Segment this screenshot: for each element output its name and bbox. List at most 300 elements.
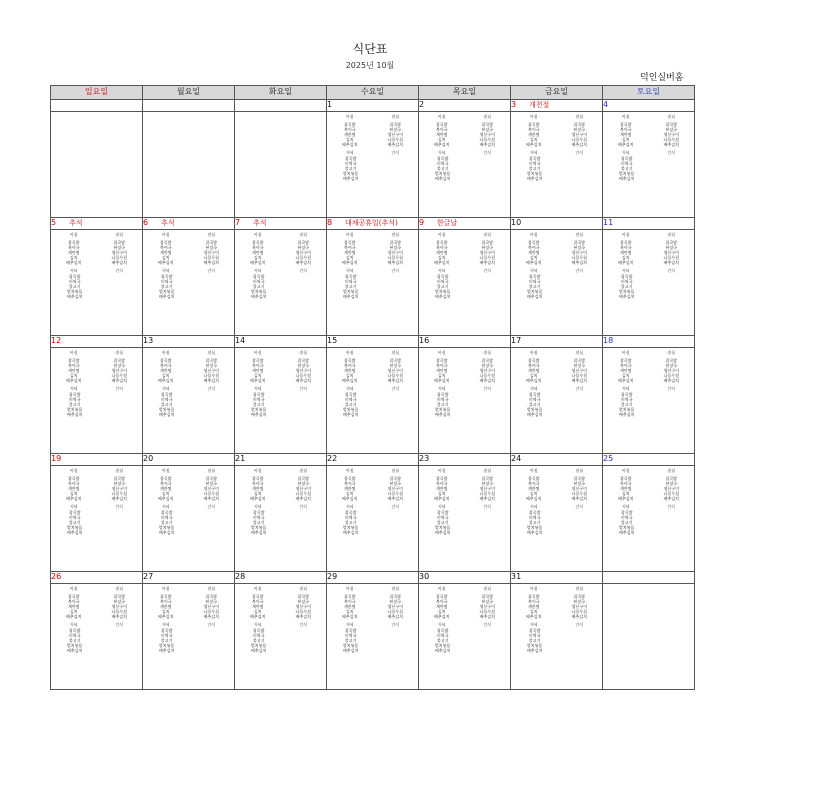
day-meals: [235, 230, 327, 336]
day-number: 24: [511, 454, 522, 463]
day-meals: [143, 584, 235, 690]
breakfast-label: 아침: [345, 114, 354, 119]
lunch-menu: 잡곡밥 된장국 생선구이 나물무침 배추김치: [571, 240, 587, 265]
day-meals: [603, 112, 695, 218]
meal-labels: [143, 584, 234, 592]
breakfast-label: 아침: [529, 468, 538, 473]
lunch-label: 점심: [115, 586, 124, 591]
lunch-label: 점심: [483, 586, 492, 591]
dinner-menu: 잡곡밥 미역국 불고기 멸치볶음 배추김치: [342, 392, 359, 417]
day-cell: [603, 454, 695, 466]
lunch-menu: 잡곡밥 된장국 생선구이 나물무침 배추김치: [203, 594, 219, 619]
meal-labels: [327, 230, 418, 238]
day-cell: [143, 336, 235, 348]
day-cell: [235, 100, 327, 112]
lunch-label: 점심: [483, 232, 492, 237]
dinner-menu: 잡곡밥 미역국 불고기 멸치볶음 배추김치: [342, 156, 359, 181]
lunch-menu: 잡곡밥 된장국 생선구이 나물무침 배추김치: [663, 240, 679, 265]
dinner-menu: 잡곡밥 미역국 불고기 멸치볶음 배추김치: [158, 392, 175, 417]
day-number: 23: [419, 454, 430, 463]
snack-label: 간식: [575, 268, 584, 273]
snack-label: 간식: [391, 150, 400, 155]
weekday-sun: 일요일: [51, 86, 143, 100]
lunch-label: 점심: [299, 586, 308, 591]
day-number: 21: [235, 454, 246, 463]
day-number: 30: [419, 572, 430, 581]
day-number: 4: [603, 100, 609, 109]
lunch-label: 점심: [207, 232, 216, 237]
lunch-label: 점심: [207, 350, 216, 355]
day-number: 22: [327, 454, 338, 463]
dinner-menu: 잡곡밥 미역국 불고기 멸치볶음 배추김치: [158, 510, 175, 535]
snack-label: 간식: [391, 504, 400, 509]
snack-label: 간식: [391, 268, 400, 273]
snack-label: 간식: [483, 268, 492, 273]
day-number: 7: [235, 218, 241, 227]
breakfast-menu: 잡곡밥 북어국 계란찜 김치 배추김치: [66, 476, 82, 501]
breakfast-menu: 잡곡밥 북어국 계란찜 김치 배추김치: [434, 122, 450, 147]
dinner-menu: 잡곡밥 미역국 불고기 멸치볶음 배추김치: [526, 392, 543, 417]
holiday-label: 한글날: [437, 219, 458, 227]
breakfast-label: 아침: [621, 232, 630, 237]
day-cell: [235, 218, 327, 230]
day-meals: [51, 230, 143, 336]
dinner-label: 저녁: [437, 150, 446, 155]
meal-labels: [235, 584, 326, 592]
dinner-label: 저녁: [69, 504, 78, 509]
breakfast-label: 아침: [529, 232, 538, 237]
dinner-menu: 잡곡밥 미역국 불고기 멸치볶음 배추김치: [434, 274, 451, 299]
meal-labels: [51, 584, 142, 592]
meal-labels: [327, 584, 418, 592]
dinner-label: 저녁: [529, 268, 538, 273]
breakfast-menu: 잡곡밥 북어국 계란찜 김치 배추김치: [250, 476, 266, 501]
breakfast-label: 아침: [345, 350, 354, 355]
day-number: 31: [511, 572, 522, 581]
meal-labels: [235, 230, 326, 238]
meal-labels: [511, 466, 602, 474]
snack-label: 간식: [207, 268, 216, 273]
day-meals: [511, 112, 603, 218]
meal-labels: [603, 466, 694, 474]
breakfast-label: 아침: [437, 350, 446, 355]
weekday-mon: 월요일: [143, 86, 235, 100]
lunch-label: 점심: [299, 232, 308, 237]
dinner-label: 저녁: [253, 386, 262, 391]
lunch-menu: 잡곡밥 된장국 생선구이 나물무침 배추김치: [203, 240, 219, 265]
meal-labels: [511, 230, 602, 238]
breakfast-menu: 잡곡밥 북어국 계란찜 김치 배추김치: [158, 240, 174, 265]
meal-labels: [419, 466, 510, 474]
dinner-label: 저녁: [69, 268, 78, 273]
snack-label: 간식: [575, 386, 584, 391]
breakfast-menu: 잡곡밥 북어국 계란찜 김치 배추김치: [618, 122, 634, 147]
day-number: 28: [235, 572, 246, 581]
dinner-menu: 잡곡밥 미역국 불고기 멸치볶음 배추김치: [342, 628, 359, 653]
breakfast-label: 아침: [621, 350, 630, 355]
lunch-menu: 잡곡밥 된장국 생선구이 나물무침 배추김치: [479, 122, 495, 147]
breakfast-menu: 잡곡밥 북어국 계란찜 김치 배추김치: [434, 476, 450, 501]
day-cell: [511, 218, 603, 230]
breakfast-menu: 잡곡밥 북어국 계란찜 김치 배추김치: [342, 594, 358, 619]
snack-label: 간식: [391, 622, 400, 627]
day-meals: [511, 466, 603, 572]
day-meals: [603, 348, 695, 454]
breakfast-label: 아침: [529, 586, 538, 591]
meal-labels: [511, 348, 602, 356]
breakfast-label: 아침: [437, 468, 446, 473]
lunch-label: 점심: [575, 468, 584, 473]
dinner-label: 저녁: [529, 386, 538, 391]
breakfast-label: 아침: [621, 114, 630, 119]
snack-label: 간식: [299, 386, 308, 391]
dinner-menu: 잡곡밥 미역국 불고기 멸치볶음 배추김치: [250, 510, 267, 535]
lunch-menu: 잡곡밥 된장국 생선구이 나물무침 배추김치: [479, 594, 495, 619]
day-number: 15: [327, 336, 338, 345]
breakfast-label: 아침: [161, 232, 170, 237]
lunch-label: 점심: [207, 468, 216, 473]
holiday-label: 추석: [69, 219, 83, 227]
breakfast-label: 아침: [161, 468, 170, 473]
dinner-menu: 잡곡밥 미역국 불고기 멸치볶음 배추김치: [434, 628, 451, 653]
week-meal-row: [51, 230, 695, 336]
day-cell: [51, 336, 143, 348]
meal-labels: [603, 230, 694, 238]
day-meals: [511, 584, 603, 690]
lunch-menu: 잡곡밥 된장국 생선구이 나물무침 배추김치: [295, 476, 311, 501]
day-cell: [511, 572, 603, 584]
day-number: 26: [51, 572, 62, 581]
dinner-label: 저녁: [621, 268, 630, 273]
day-cell: [419, 572, 511, 584]
lunch-menu: 잡곡밥 된장국 생선구이 나물무침 배추김치: [295, 240, 311, 265]
breakfast-menu: 잡곡밥 북어국 계란찜 김치 배추김치: [158, 594, 174, 619]
dinner-menu: 잡곡밥 미역국 불고기 멸치볶음 배추김치: [342, 274, 359, 299]
breakfast-label: 아침: [529, 350, 538, 355]
day-meals: [143, 230, 235, 336]
breakfast-label: 아침: [437, 232, 446, 237]
lunch-menu: 잡곡밥 된장국 생선구이 나물무침 배추김치: [479, 240, 495, 265]
day-cell: [51, 218, 143, 230]
day-cell: [143, 454, 235, 466]
lunch-menu: 잡곡밥 된장국 생선구이 나물무침 배추김치: [295, 358, 311, 383]
lunch-label: 점심: [667, 350, 676, 355]
breakfast-menu: 잡곡밥 북어국 계란찜 김치 배추김치: [158, 358, 174, 383]
lunch-label: 점심: [667, 232, 676, 237]
day-meals: [511, 230, 603, 336]
dinner-menu: 잡곡밥 미역국 불고기 멸치볶음 배추김치: [618, 156, 635, 181]
day-number: 12: [51, 336, 62, 345]
day-meals: [143, 348, 235, 454]
day-meals: [327, 466, 419, 572]
day-meals: [143, 112, 235, 218]
lunch-label: 점심: [391, 468, 400, 473]
dinner-menu: 잡곡밥 미역국 불고기 멸치볶음 배추김치: [434, 510, 451, 535]
breakfast-menu: 잡곡밥 북어국 계란찜 김치 배추김치: [526, 594, 542, 619]
day-meals: [51, 466, 143, 572]
day-meals: [419, 348, 511, 454]
breakfast-menu: 잡곡밥 북어국 계란찜 김치 배추김치: [342, 122, 358, 147]
day-number: 20: [143, 454, 154, 463]
day-cell: [603, 100, 695, 112]
week-day-row: [51, 218, 695, 230]
day-number: 8: [327, 218, 333, 227]
day-meals: [419, 230, 511, 336]
meal-labels: [143, 466, 234, 474]
day-cell: [327, 454, 419, 466]
weekday-sat: 토요일: [603, 86, 695, 100]
meal-labels: [419, 584, 510, 592]
meal-labels: [51, 466, 142, 474]
day-number: 16: [419, 336, 430, 345]
meal-labels: [327, 112, 418, 120]
snack-label: 간식: [667, 386, 676, 391]
meal-labels: [143, 230, 234, 238]
lunch-label: 점심: [667, 468, 676, 473]
dinner-label: 저녁: [161, 622, 170, 627]
day-meals: [603, 230, 695, 336]
lunch-menu: 잡곡밥 된장국 생선구이 나물무침 배추김치: [663, 358, 679, 383]
dinner-label: 저녁: [621, 150, 630, 155]
day-number: 10: [511, 218, 522, 227]
breakfast-menu: 잡곡밥 북어국 계란찜 김치 배추김치: [66, 240, 82, 265]
meal-labels: [235, 348, 326, 356]
week-meal-row: [51, 466, 695, 572]
day-cell: [327, 218, 419, 230]
day-cell: [51, 572, 143, 584]
day-meals: [235, 112, 327, 218]
day-meals: [419, 584, 511, 690]
snack-label: 간식: [483, 386, 492, 391]
snack-label: 간식: [115, 622, 124, 627]
day-meals: [419, 112, 511, 218]
lunch-menu: 잡곡밥 된장국 생선구이 나물무침 배추김치: [571, 476, 587, 501]
day-number: 27: [143, 572, 154, 581]
breakfast-label: 아침: [621, 468, 630, 473]
day-cell: [143, 100, 235, 112]
lunch-label: 점심: [115, 232, 124, 237]
dinner-menu: 잡곡밥 미역국 불고기 멸치볶음 배추김치: [66, 510, 83, 535]
week-day-row: [51, 572, 695, 584]
day-meals: [51, 112, 143, 218]
dinner-menu: 잡곡밥 미역국 불고기 멸치볶음 배추김치: [66, 392, 83, 417]
day-meals: [51, 584, 143, 690]
lunch-label: 점심: [391, 114, 400, 119]
lunch-label: 점심: [115, 350, 124, 355]
lunch-menu: 잡곡밥 된장국 생선구이 나물무침 배추김치: [387, 476, 403, 501]
breakfast-label: 아침: [69, 232, 78, 237]
dinner-label: 저녁: [437, 268, 446, 273]
week-day-row: [51, 454, 695, 466]
day-cell: [419, 454, 511, 466]
day-cell: [419, 100, 511, 112]
dinner-label: 저녁: [437, 386, 446, 391]
holiday-label: 추석: [161, 219, 175, 227]
breakfast-menu: 잡곡밥 북어국 계란찜 김치 배추김치: [526, 476, 542, 501]
day-number: 18: [603, 336, 614, 345]
dinner-menu: 잡곡밥 미역국 불고기 멸치볶음 배추김치: [158, 274, 175, 299]
day-cell: [511, 336, 603, 348]
lunch-menu: 잡곡밥 된장국 생선구이 나물무침 배추김치: [571, 122, 587, 147]
lunch-menu: 잡곡밥 된장국 생선구이 나물무침 배추김치: [387, 240, 403, 265]
meal-labels: [51, 348, 142, 356]
lunch-label: 점심: [575, 350, 584, 355]
meal-labels: [603, 348, 694, 356]
week-day-row: [51, 336, 695, 348]
day-number: 19: [51, 454, 62, 463]
dinner-label: 저녁: [529, 504, 538, 509]
breakfast-label: 아침: [69, 350, 78, 355]
day-number: 6: [143, 218, 149, 227]
dinner-label: 저녁: [253, 268, 262, 273]
meal-labels: [419, 230, 510, 238]
dinner-label: 저녁: [345, 504, 354, 509]
day-number: 13: [143, 336, 154, 345]
day-cell: [603, 572, 695, 584]
dinner-label: 저녁: [69, 386, 78, 391]
breakfast-menu: 잡곡밥 북어국 계란찜 김치 배추김치: [66, 594, 82, 619]
meal-labels: [419, 348, 510, 356]
lunch-menu: 잡곡밥 된장국 생선구이 나물무침 배추김치: [387, 122, 403, 147]
dinner-menu: 잡곡밥 미역국 불고기 멸치볶음 배추김치: [618, 510, 635, 535]
lunch-menu: 잡곡밥 된장국 생선구이 나물무침 배추김치: [203, 476, 219, 501]
dinner-label: 저녁: [69, 622, 78, 627]
breakfast-label: 아침: [253, 586, 262, 591]
lunch-menu: 잡곡밥 된장국 생선구이 나물무침 배추김치: [571, 594, 587, 619]
snack-label: 간식: [391, 386, 400, 391]
breakfast-label: 아침: [529, 114, 538, 119]
dinner-label: 저녁: [437, 622, 446, 627]
breakfast-menu: 잡곡밥 북어국 계란찜 김치 배추김치: [342, 240, 358, 265]
day-cell: [235, 336, 327, 348]
weekday-tue: 화요일: [235, 86, 327, 100]
day-cell: [327, 100, 419, 112]
lunch-menu: 잡곡밥 된장국 생선구이 나물무침 배추김치: [663, 122, 679, 147]
day-cell: [603, 336, 695, 348]
dinner-label: 저녁: [529, 150, 538, 155]
day-meals: [327, 230, 419, 336]
breakfast-label: 아침: [345, 232, 354, 237]
lunch-menu: 잡곡밥 된장국 생선구이 나물무침 배추김치: [571, 358, 587, 383]
breakfast-label: 아침: [345, 586, 354, 591]
lunch-label: 점심: [483, 468, 492, 473]
dinner-label: 저녁: [437, 504, 446, 509]
breakfast-label: 아침: [253, 350, 262, 355]
meal-labels: [51, 230, 142, 238]
day-meals: [419, 466, 511, 572]
day-number: 3: [511, 100, 517, 109]
lunch-menu: 잡곡밥 된장국 생선구이 나물무침 배추김치: [111, 594, 127, 619]
lunch-label: 점심: [667, 114, 676, 119]
day-cell: [511, 454, 603, 466]
day-number: 1: [327, 100, 333, 109]
day-meals: [327, 584, 419, 690]
lunch-menu: 잡곡밥 된장국 생선구이 나물무침 배추김치: [111, 358, 127, 383]
lunch-label: 점심: [207, 586, 216, 591]
breakfast-menu: 잡곡밥 북어국 계란찜 김치 배추김치: [526, 122, 542, 147]
meal-labels: [327, 348, 418, 356]
holiday-label: 추석: [253, 219, 267, 227]
dinner-menu: 잡곡밥 미역국 불고기 멸치볶음 배추김치: [66, 628, 83, 653]
snack-label: 간식: [207, 386, 216, 391]
dinner-menu: 잡곡밥 미역국 불고기 멸치볶음 배추김치: [526, 274, 543, 299]
meal-labels: [143, 348, 234, 356]
dinner-label: 저녁: [161, 504, 170, 509]
day-number: 17: [511, 336, 522, 345]
page-title: 식단표: [352, 42, 388, 56]
day-meals: [143, 466, 235, 572]
dinner-menu: 잡곡밥 미역국 불고기 멸치볶음 배추김치: [342, 510, 359, 535]
snack-label: 간식: [115, 504, 124, 509]
day-meals: [51, 348, 143, 454]
dinner-menu: 잡곡밥 미역국 불고기 멸치볶음 배추김치: [250, 274, 267, 299]
day-meals: [235, 466, 327, 572]
lunch-menu: 잡곡밥 된장국 생선구이 나물무침 배추김치: [387, 594, 403, 619]
week-day-row: [51, 100, 695, 112]
holiday-label: 대체공휴일(추석): [345, 219, 398, 227]
dinner-label: 저녁: [345, 268, 354, 273]
breakfast-label: 아침: [161, 586, 170, 591]
lunch-label: 점심: [575, 232, 584, 237]
day-meals: [603, 584, 695, 690]
breakfast-menu: 잡곡밥 북어국 계란찜 김치 배추김치: [158, 476, 174, 501]
snack-label: 간식: [299, 504, 308, 509]
dinner-menu: 잡곡밥 미역국 불고기 멸치볶음 배추김치: [434, 392, 451, 417]
snack-label: 간식: [115, 386, 124, 391]
lunch-label: 점심: [483, 350, 492, 355]
dinner-label: 저녁: [253, 504, 262, 509]
day-meals: [603, 466, 695, 572]
dinner-label: 저녁: [345, 622, 354, 627]
day-meals: [327, 348, 419, 454]
lunch-menu: 잡곡밥 된장국 생선구이 나물무침 배추김치: [111, 240, 127, 265]
breakfast-label: 아침: [161, 350, 170, 355]
lunch-label: 점심: [391, 350, 400, 355]
lunch-menu: 잡곡밥 된장국 생선구이 나물무침 배추김치: [203, 358, 219, 383]
day-cell: [51, 100, 143, 112]
week-meal-row: [51, 348, 695, 454]
snack-label: 간식: [299, 268, 308, 273]
day-number: 14: [235, 336, 246, 345]
breakfast-menu: 잡곡밥 북어국 계란찜 김치 배추김치: [434, 358, 450, 383]
breakfast-label: 아침: [345, 468, 354, 473]
meal-calendar: [50, 85, 695, 690]
lunch-menu: 잡곡밥 된장국 생선구이 나물무침 배추김치: [111, 476, 127, 501]
dinner-label: 저녁: [621, 504, 630, 509]
breakfast-label: 아침: [69, 586, 78, 591]
day-number: 29: [327, 572, 338, 581]
meal-labels: [235, 466, 326, 474]
dinner-label: 저녁: [253, 622, 262, 627]
breakfast-label: 아침: [437, 114, 446, 119]
meal-labels: [419, 112, 510, 120]
snack-label: 간식: [483, 622, 492, 627]
facility-name: 덕인실버홈: [640, 73, 684, 83]
breakfast-label: 아침: [253, 232, 262, 237]
breakfast-menu: 잡곡밥 북어국 계란찜 김치 배추김치: [526, 358, 542, 383]
dinner-menu: 잡곡밥 미역국 불고기 멸치볶음 배추김치: [526, 156, 543, 181]
breakfast-menu: 잡곡밥 북어국 계란찜 김치 배추김치: [526, 240, 542, 265]
snack-label: 간식: [483, 150, 492, 155]
snack-label: 간식: [575, 622, 584, 627]
day-cell: [235, 572, 327, 584]
day-cell: [419, 336, 511, 348]
breakfast-label: 아침: [69, 468, 78, 473]
weekday-thu: 목요일: [419, 86, 511, 100]
dinner-menu: 잡곡밥 미역국 불고기 멸치볶음 배추김치: [158, 628, 175, 653]
breakfast-menu: 잡곡밥 북어국 계란찜 김치 배추김치: [66, 358, 82, 383]
dinner-menu: 잡곡밥 미역국 불고기 멸치볶음 배추김치: [618, 392, 635, 417]
